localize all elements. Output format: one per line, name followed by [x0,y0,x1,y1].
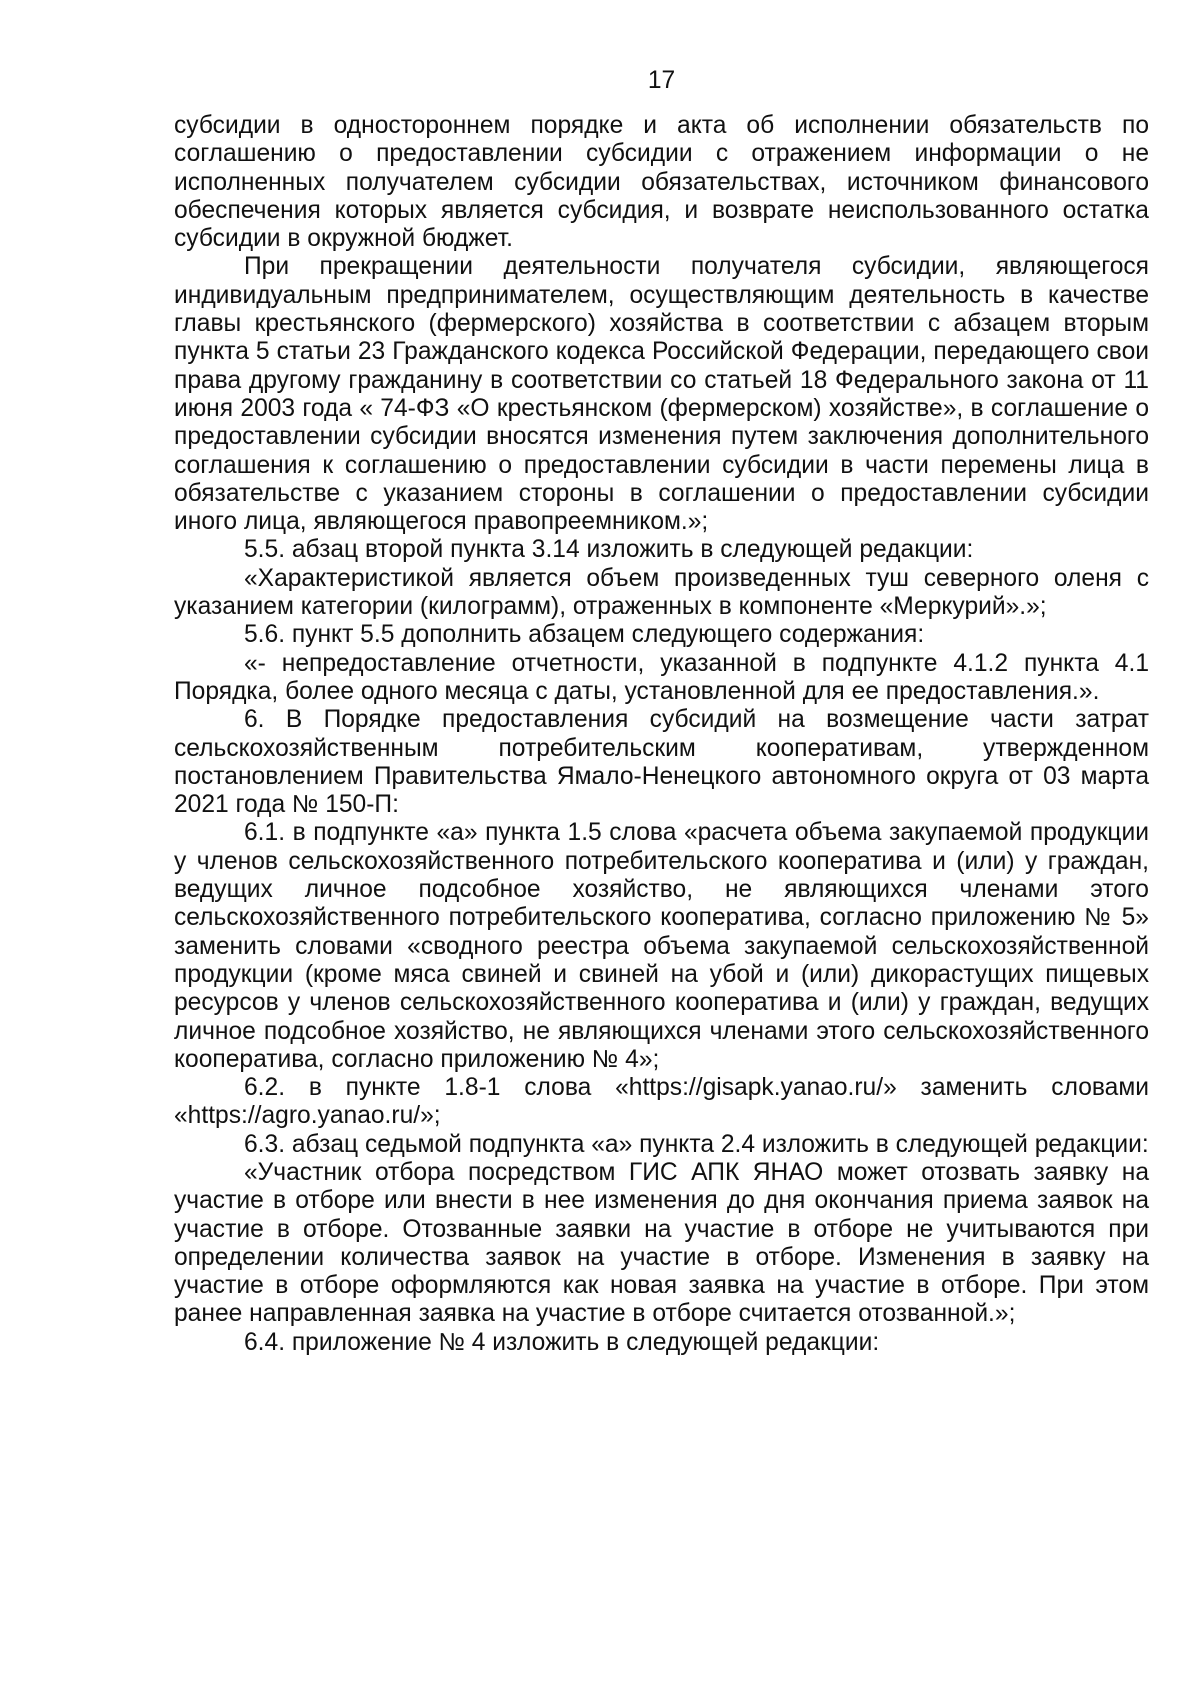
paragraph: 6.4. приложение № 4 изложить в следующей редакции: [244,1328,880,1356]
document-body [174,112,1149,1357]
page-number: 17 [647,67,676,94]
paragraph: 5.5. абзац второй пункта 3.14 изложить в следующей редакции: [244,536,974,564]
paragraph: При прекращении деятельности получателя субсидии, являющегося индивидуальным предпринимателем, осуществляющим деятельность в качестве главы крестьянского (фермерского) хозяйства в соответствии с абзацем вторым пункта 5 статьи 23 Гражданского кодекса Российской Федерации, передающего свои права другому гражданину в соответствии со статьей 18 Федерального закона от 11 июня 2003 года « 74-ФЗ «О крестьянском (фермерском) хозяйстве», в соглашение о предоставлении субсидии вносятся изменения путем заключения дополнительного соглашения к соглашению о предоставлении субсидии в части перемены лица в обязательстве с указанием стороны в соглашении о предоставлении субсидии иного лица, являющегося правопреемником.»; [174,253,1149,536]
paragraph: «Участник отбора посредством ГИС АПК ЯНАО может отозвать заявку на участие в отборе или внести в нее изменения до дня окончания приема заявок на участие в отборе. Отозванные заявки на участие в отборе не учитываются при определении количества заявок на участие в отборе. Изменения в заявку на участие в отборе оформляются как новая заявка на участие в отборе. При этом ранее направленная заявка на участие в отборе считается отозванной.»; [174,1158,1149,1328]
paragraph: 6.1. в подпункте «а» пункта 1.5 слова «расчета объема закупаемой продукции у членов сельскохозяйственного потребительского кооператива и (или) у граждан, ведущих личное подсобное хозяйство, не являющихся членами этого сельскохозяйственного потребительского кооператива, согласно приложению № 5» заменить словами «сводного реестра объема закупаемой сельскохозяйственной продукции (кроме мяса свиней и свиней на убой и (или) дикорастущих пищевых ресурсов у членов сельскохозяйственного кооператива и (или) у граждан, ведущих личное подсобное хозяйство, не являющихся членами этого сельскохозяйственного кооператива, согласно приложению № 4»; [174,819,1149,1073]
paragraph: субсидии в одностороннем порядке и акта об исполнении обязательств по соглашению о предоставлении субсидии с отражением информации о не исполненных получателем субсидии обязательствах, источником финансового обеспечения которых является субсидия, и возврате неиспользованного остатка субсидии в окружной бюджет. [174,112,1149,253]
paragraph: «- непредоставление отчетности, указанной в подпункте 4.1.2 пункта 4.1 Порядка, более одного месяца с даты, установленной для ее предоставления.». [174,649,1149,705]
paragraph: 6.2. в пункте 1.8-1 слова «https://gisapk.yanao.ru/» заменить словами «https://agro.yanao.ru/»; [174,1074,1149,1130]
paragraph: «Характеристикой является объем произведенных туш северного оленя с указанием категории (килограмм), отраженных в компоненте «Меркурий».»; [174,564,1149,621]
paragraph: 6. В Порядке предоставления субсидий на возмещение части затрат сельскохозяйственным потребительским кооперативам, утвержденном постановлением Правительства Ямало-Ненецкого автономного округа от 03 марта 2021 года № 150-П: [174,706,1149,819]
paragraph: 5.6. пункт 5.5 дополнить абзацем следующего содержания: [244,621,925,649]
paragraph: 6.3. абзац седьмой подпункта «а» пункта 2.4 изложить в следующей редакции: [244,1130,1149,1158]
